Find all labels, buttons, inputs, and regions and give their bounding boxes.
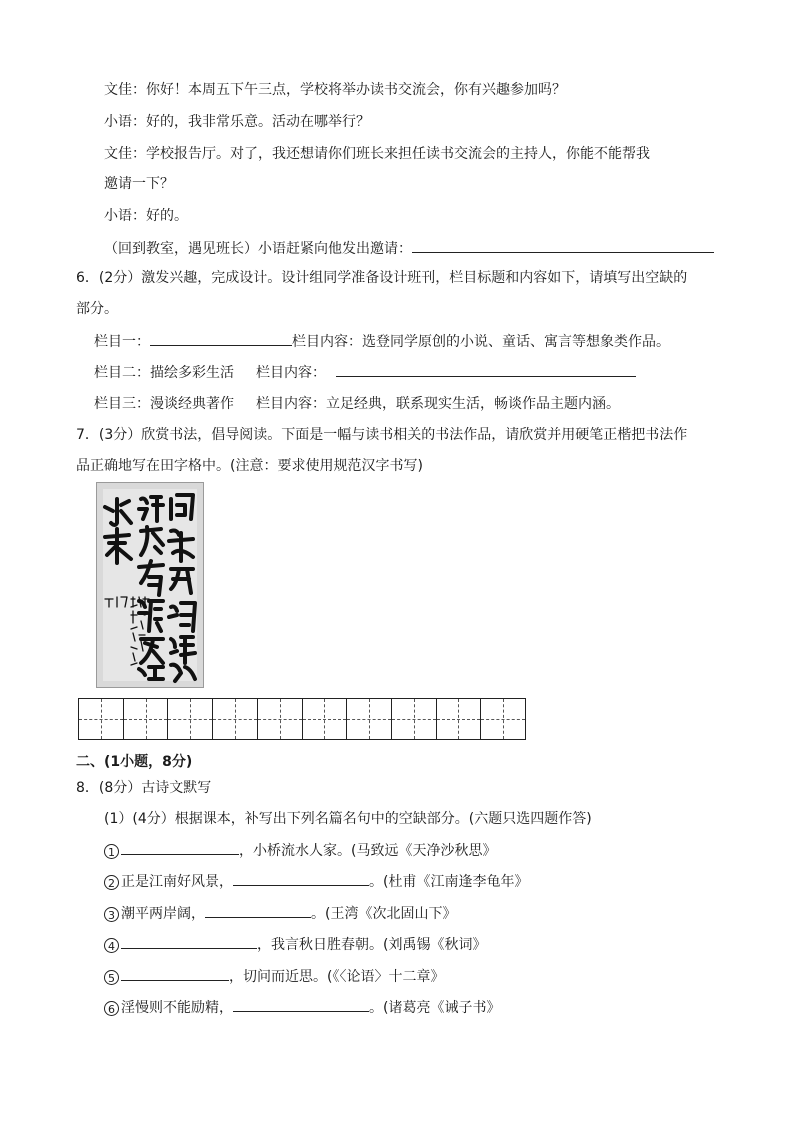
circled-number-3: 3 [104, 907, 119, 922]
q6-column-1 [94, 331, 670, 352]
grid-cell[interactable] [303, 699, 348, 739]
column-2-content-blank[interactable] [336, 362, 636, 377]
q8-item-6-before: 淫慢则不能励精， [121, 1000, 233, 1016]
calligraphy-strokes [97, 483, 205, 689]
q8-item-2-before: 正是江南好风景， [121, 874, 233, 890]
q8-item-4-after: ，我言秋日胜春朝。(刘禹锡《秋词》 [257, 937, 487, 953]
q8-item-3 [104, 903, 456, 924]
q8-item-3-before: 潮平两岸阔， [121, 906, 205, 922]
section-2-heading: 二、(1小题，8分) [76, 754, 193, 770]
dialogue-line-5: 小语：好的。 [104, 208, 188, 224]
circled-number-2: 2 [104, 875, 119, 890]
q8-item-5-blank[interactable] [121, 966, 229, 981]
grid-cell[interactable] [124, 699, 169, 739]
circled-number-6: 6 [104, 1001, 119, 1016]
column-3-content: 栏目内容：立足经典，联系现实生活，畅谈作品主题内涵。 [256, 396, 620, 412]
q8-item-1-blank[interactable] [121, 840, 239, 855]
grid-cell[interactable] [213, 699, 258, 739]
column-3-label: 栏目三：漫谈经典著作 [94, 396, 234, 412]
q8-item-2-blank[interactable] [233, 871, 369, 886]
q7-stem-line-1: 7．(3分）欣赏书法，倡导阅读。下面是一幅与读书相关的书法作品，请欣赏并用硬笔正楷把书法作 [76, 427, 688, 443]
dialogue-line-4: 邀请一下？ [104, 176, 174, 192]
q8-item-6 [104, 997, 500, 1018]
q8-item-3-after: 。(王湾《次北固山下》 [311, 906, 457, 922]
grid-cell[interactable] [392, 699, 437, 739]
dialogue-line-3: 文佳：学校报告厅。对了，我还想请你们班长来担任读书交流会的主持人，你能不能帮我 [104, 146, 650, 162]
q6-column-3 [94, 394, 620, 414]
invitation-prompt-text: （回到教室，遇见班长）小语赶紧向他发出邀请： [104, 241, 412, 257]
column-1-content: 栏目内容：选登同学原创的小说、童话、寓言等想象类作品。 [292, 334, 670, 350]
circled-number-5: 5 [104, 970, 119, 985]
column-1-title-blank[interactable] [150, 331, 292, 346]
circled-number-1: 1 [104, 844, 119, 859]
grid-cell[interactable] [258, 699, 303, 739]
q8-item-2 [104, 871, 528, 892]
grid-cell[interactable] [347, 699, 392, 739]
column-2-label: 栏目二：描绘多彩生活 [94, 365, 234, 381]
invitation-prompt [104, 238, 714, 259]
dialogue-line-2: 小语：好的，我非常乐意。活动在哪举行？ [104, 114, 370, 130]
q8-item-5 [104, 966, 444, 987]
dialogue-line-1: 文佳：你好！本周五下午三点，学校将举办读书交流会，你有兴趣参加吗？ [104, 82, 566, 98]
grid-cell[interactable] [481, 699, 525, 739]
q8-item-1 [104, 840, 496, 861]
column-2-content-label: 栏目内容： [256, 365, 326, 381]
q8-item-1-after: ，小桥流水人家。(马致远《天净沙秋思》 [239, 843, 497, 859]
grid-cell[interactable] [79, 699, 124, 739]
q6-stem-line-1: 6．(2分）激发兴趣，完成设计。设计组同学准备设计班刊，栏目标题和内容如下，请填写出空缺的 [76, 270, 688, 286]
circled-number-4: 4 [104, 938, 119, 953]
q8-item-5-after: ，切问而近思。(《〈论语〉十二章》 [229, 969, 445, 985]
q8-item-3-blank[interactable] [205, 903, 311, 918]
q8-item-6-after: 。(诸葛亮《诫子书》 [369, 1000, 501, 1016]
q8-sub-1: (1）(4分）根据课本，补写出下列名篇名句中的空缺部分。(六题只选四题作答) [104, 811, 592, 827]
q7-stem-line-2: 品正确地写在田字格中。(注意：要求使用规范汉字书写) [76, 458, 423, 474]
q8-item-2-after: 。(杜甫《江南逢李龟年》 [369, 874, 529, 890]
tianzige-writing-grid[interactable] [78, 698, 526, 740]
q6-column-2 [94, 362, 636, 383]
invitation-answer-blank[interactable] [412, 238, 714, 253]
grid-cell[interactable] [437, 699, 482, 739]
q8-item-6-blank[interactable] [233, 997, 369, 1012]
q8-stem: 8．(8分）古诗文默写 [76, 780, 212, 796]
q8-item-4 [104, 934, 486, 955]
grid-cell[interactable] [168, 699, 213, 739]
column-1-label: 栏目一： [94, 334, 150, 350]
q8-item-4-blank[interactable] [121, 934, 257, 949]
q6-stem-line-2: 部分。 [76, 301, 118, 317]
calligraphy-artwork [96, 482, 204, 688]
